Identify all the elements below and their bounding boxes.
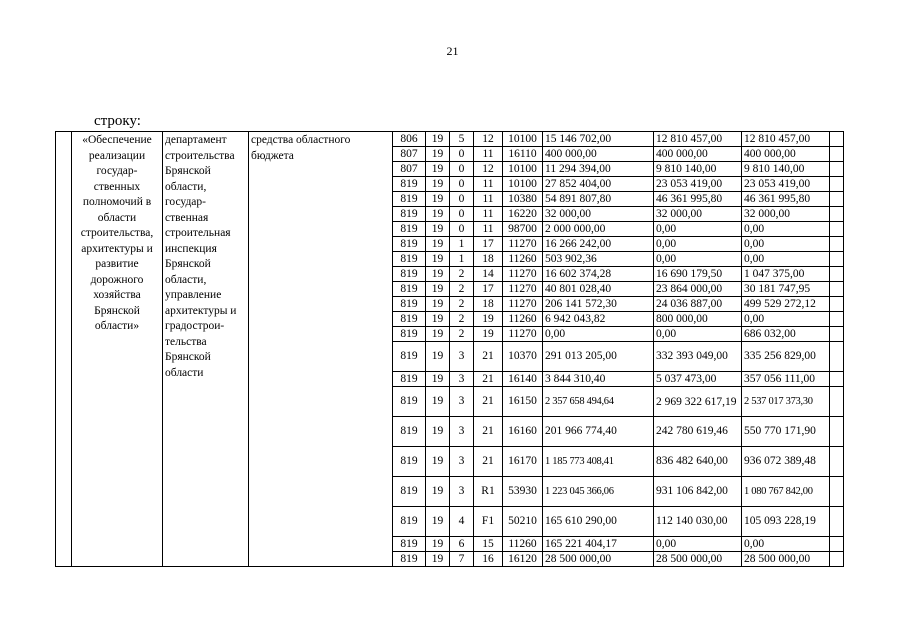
amount-cell: 2 000 000,00	[543, 222, 654, 237]
amount-cell: 291 013 205,00	[543, 342, 654, 372]
blank-cell	[830, 417, 844, 447]
amount-cell: 0,00	[654, 252, 742, 267]
amount-cell: 11 294 394,00	[543, 162, 654, 177]
amount-cell: 54 891 807,80	[543, 192, 654, 207]
amount-cell: 800 000,00	[654, 312, 742, 327]
code-cell: 53930	[503, 477, 543, 507]
blank-cell	[830, 387, 844, 417]
code-cell: 819	[393, 177, 426, 192]
blank-cell	[830, 342, 844, 372]
code-cell: 1	[450, 252, 474, 267]
blank-cell	[830, 207, 844, 222]
amount-cell: 9 810 140,00	[742, 162, 830, 177]
amount-cell: 1 223 045 366,06	[543, 477, 654, 507]
code-cell: 2	[450, 282, 474, 297]
code-cell: 5	[450, 132, 474, 147]
code-cell: 21	[474, 447, 503, 477]
code-cell: 12	[474, 162, 503, 177]
code-cell: 16220	[503, 207, 543, 222]
amount-cell: 2 537 017 373,30	[742, 387, 830, 417]
amount-cell: 46 361 995,80	[654, 192, 742, 207]
code-cell: 16110	[503, 147, 543, 162]
amount-cell: 2 357 658 494,64	[543, 387, 654, 417]
code-cell: 15	[474, 537, 503, 552]
code-cell: 19	[426, 387, 450, 417]
amount-cell: 0,00	[742, 237, 830, 252]
code-cell: 16140	[503, 372, 543, 387]
amount-cell: 24 036 887,00	[654, 297, 742, 312]
code-cell: 19	[426, 207, 450, 222]
blank-cell	[830, 177, 844, 192]
page-number: 21	[446, 44, 459, 58]
amount-cell: 0,00	[654, 327, 742, 342]
code-cell: 98700	[503, 222, 543, 237]
amount-cell: 9 810 140,00	[654, 162, 742, 177]
amount-cell: 32 000,00	[742, 207, 830, 222]
code-cell: 819	[393, 237, 426, 252]
code-cell: 16170	[503, 447, 543, 477]
executor-cell: департамент строительства Брянской области, государ-ственная строительная инспекция Брянской области, управление архитектуры и градострои-тельства Брянской области	[163, 132, 249, 567]
amount-cell: 332 393 049,00	[654, 342, 742, 372]
amount-cell: 503 902,36	[543, 252, 654, 267]
code-cell: 19	[426, 297, 450, 312]
amount-cell: 1 185 773 408,41	[543, 447, 654, 477]
amount-cell: 0,00	[543, 327, 654, 342]
amount-cell: 28 500 000,00	[742, 552, 830, 567]
blank-cell	[830, 297, 844, 312]
table-body	[56, 132, 844, 567]
amount-cell: 931 106 842,00	[654, 477, 742, 507]
amount-cell: 23 053 419,00	[654, 177, 742, 192]
amount-cell: 0,00	[654, 237, 742, 252]
code-cell: 18	[474, 297, 503, 312]
code-cell: 21	[474, 342, 503, 372]
amount-cell: 28 500 000,00	[654, 552, 742, 567]
code-cell: 17	[474, 237, 503, 252]
code-cell: 19	[426, 312, 450, 327]
amount-cell: 201 966 774,40	[543, 417, 654, 447]
code-cell: 0	[450, 162, 474, 177]
code-cell: 11270	[503, 282, 543, 297]
code-cell: R1	[474, 477, 503, 507]
code-cell: 19	[426, 417, 450, 447]
amount-cell: 3 844 310,40	[543, 372, 654, 387]
amount-cell: 12 810 457,00	[742, 132, 830, 147]
amount-cell: 836 482 640,00	[654, 447, 742, 477]
amount-cell: 0,00	[742, 312, 830, 327]
code-cell: 806	[393, 132, 426, 147]
code-cell: 819	[393, 222, 426, 237]
amount-cell: 16 690 179,50	[654, 267, 742, 282]
code-cell: 11	[474, 192, 503, 207]
amount-cell: 165 221 404,17	[543, 537, 654, 552]
blank-cell	[830, 237, 844, 252]
amount-cell: 686 032,00	[742, 327, 830, 342]
code-cell: 19	[426, 267, 450, 282]
code-cell: 6	[450, 537, 474, 552]
program-name-cell: «Обеспечение реализации государ-ственных полномочий в области строительства, архитектуры и развитие дорожного хозяйства Брянской области»	[72, 132, 163, 567]
code-cell: 0	[450, 147, 474, 162]
amount-cell: 32 000,00	[543, 207, 654, 222]
code-cell: 19	[426, 132, 450, 147]
code-cell: 10100	[503, 177, 543, 192]
code-cell: 19	[426, 507, 450, 537]
code-cell: 11270	[503, 267, 543, 282]
amount-cell: 112 140 030,00	[654, 507, 742, 537]
code-cell: 819	[393, 447, 426, 477]
amount-cell: 400 000,00	[654, 147, 742, 162]
code-cell: 19	[426, 162, 450, 177]
code-cell: 3	[450, 387, 474, 417]
amount-cell: 30 181 747,95	[742, 282, 830, 297]
amount-cell: 23 053 419,00	[742, 177, 830, 192]
code-cell: F1	[474, 507, 503, 537]
code-cell: 819	[393, 552, 426, 567]
amount-cell: 16 266 242,00	[543, 237, 654, 252]
code-cell: 19	[474, 312, 503, 327]
blank-cell	[830, 222, 844, 237]
table-row	[56, 132, 844, 147]
code-cell: 19	[426, 192, 450, 207]
code-cell: 0	[450, 207, 474, 222]
blank-cell	[830, 447, 844, 477]
code-cell: 7	[450, 552, 474, 567]
amount-cell: 936 072 389,48	[742, 447, 830, 477]
code-cell: 0	[450, 222, 474, 237]
amount-cell: 23 864 000,00	[654, 282, 742, 297]
amount-cell: 206 141 572,30	[543, 297, 654, 312]
code-cell: 19	[426, 252, 450, 267]
code-cell: 3	[450, 477, 474, 507]
code-cell: 3	[450, 417, 474, 447]
blank-cell	[830, 282, 844, 297]
intro-text: строку:	[94, 113, 141, 129]
amount-cell: 0,00	[654, 222, 742, 237]
code-cell: 11	[474, 177, 503, 192]
code-cell: 0	[450, 192, 474, 207]
code-cell: 17	[474, 282, 503, 297]
amount-cell: 16 602 374,28	[543, 267, 654, 282]
code-cell: 10100	[503, 162, 543, 177]
blank-cell	[830, 537, 844, 552]
code-cell: 16150	[503, 387, 543, 417]
code-cell: 11270	[503, 237, 543, 252]
code-cell: 21	[474, 372, 503, 387]
code-cell: 19	[426, 222, 450, 237]
code-cell: 19	[474, 327, 503, 342]
code-cell: 11260	[503, 537, 543, 552]
code-cell: 819	[393, 477, 426, 507]
code-cell: 819	[393, 192, 426, 207]
amount-cell: 0,00	[654, 537, 742, 552]
amount-cell: 105 093 228,19	[742, 507, 830, 537]
amount-cell: 400 000,00	[742, 147, 830, 162]
amount-cell: 32 000,00	[654, 207, 742, 222]
code-cell: 819	[393, 267, 426, 282]
code-cell: 11270	[503, 297, 543, 312]
budget-table	[55, 131, 844, 567]
code-cell: 11	[474, 222, 503, 237]
code-cell: 19	[426, 537, 450, 552]
code-cell: 11	[474, 147, 503, 162]
code-cell: 2	[450, 297, 474, 312]
amount-cell: 6 942 043,82	[543, 312, 654, 327]
code-cell: 19	[426, 282, 450, 297]
amount-cell: 242 780 619,46	[654, 417, 742, 447]
blank-cell	[56, 132, 72, 567]
code-cell: 3	[450, 447, 474, 477]
code-cell: 2	[450, 312, 474, 327]
code-cell: 0	[450, 177, 474, 192]
amount-cell: 40 801 028,40	[543, 282, 654, 297]
code-cell: 19	[426, 447, 450, 477]
code-cell: 19	[426, 327, 450, 342]
blank-cell	[830, 327, 844, 342]
amount-cell: 400 000,00	[543, 147, 654, 162]
amount-cell: 5 037 473,00	[654, 372, 742, 387]
amount-cell: 12 810 457,00	[654, 132, 742, 147]
amount-cell: 335 256 829,00	[742, 342, 830, 372]
code-cell: 819	[393, 372, 426, 387]
code-cell: 819	[393, 507, 426, 537]
code-cell: 19	[426, 147, 450, 162]
code-cell: 19	[426, 477, 450, 507]
amount-cell: 357 056 111,00	[742, 372, 830, 387]
code-cell: 819	[393, 312, 426, 327]
code-cell: 807	[393, 147, 426, 162]
code-cell: 10380	[503, 192, 543, 207]
code-cell: 14	[474, 267, 503, 282]
code-cell: 2	[450, 267, 474, 282]
code-cell: 19	[426, 177, 450, 192]
code-cell: 819	[393, 327, 426, 342]
code-cell: 819	[393, 282, 426, 297]
code-cell: 50210	[503, 507, 543, 537]
blank-cell	[830, 252, 844, 267]
amount-cell: 165 610 290,00	[543, 507, 654, 537]
code-cell: 19	[426, 342, 450, 372]
code-cell: 10100	[503, 132, 543, 147]
code-cell: 16120	[503, 552, 543, 567]
blank-cell	[830, 477, 844, 507]
code-cell: 819	[393, 417, 426, 447]
amount-cell: 1 080 767 842,00	[742, 477, 830, 507]
amount-cell: 15 146 702,00	[543, 132, 654, 147]
code-cell: 3	[450, 372, 474, 387]
source-cell: средства областного бюджета	[249, 132, 393, 567]
code-cell: 819	[393, 297, 426, 312]
amount-cell: 0,00	[742, 252, 830, 267]
blank-cell	[830, 552, 844, 567]
blank-cell	[830, 507, 844, 537]
amount-cell: 46 361 995,80	[742, 192, 830, 207]
code-cell: 819	[393, 537, 426, 552]
code-cell: 819	[393, 387, 426, 417]
amount-cell: 0,00	[742, 537, 830, 552]
code-cell: 11	[474, 207, 503, 222]
code-cell: 21	[474, 417, 503, 447]
blank-cell	[830, 267, 844, 282]
code-cell: 16	[474, 552, 503, 567]
blank-cell	[830, 192, 844, 207]
amount-cell: 0,00	[742, 222, 830, 237]
code-cell: 21	[474, 387, 503, 417]
code-cell: 11260	[503, 312, 543, 327]
code-cell: 4	[450, 507, 474, 537]
blank-cell	[830, 312, 844, 327]
blank-cell	[830, 162, 844, 177]
code-cell: 19	[426, 372, 450, 387]
amount-cell: 2 969 322 617,19	[654, 387, 742, 417]
code-cell: 10370	[503, 342, 543, 372]
code-cell: 2	[450, 327, 474, 342]
code-cell: 819	[393, 252, 426, 267]
code-cell: 1	[450, 237, 474, 252]
code-cell: 819	[393, 207, 426, 222]
blank-cell	[830, 132, 844, 147]
code-cell: 19	[426, 552, 450, 567]
amount-cell: 28 500 000,00	[543, 552, 654, 567]
blank-cell	[830, 147, 844, 162]
code-cell: 11270	[503, 327, 543, 342]
code-cell: 819	[393, 342, 426, 372]
amount-cell: 499 529 272,12	[742, 297, 830, 312]
code-cell: 19	[426, 237, 450, 252]
blank-cell	[830, 372, 844, 387]
code-cell: 3	[450, 342, 474, 372]
amount-cell: 1 047 375,00	[742, 267, 830, 282]
amount-cell: 550 770 171,90	[742, 417, 830, 447]
code-cell: 16160	[503, 417, 543, 447]
code-cell: 12	[474, 132, 503, 147]
code-cell: 18	[474, 252, 503, 267]
amount-cell: 27 852 404,00	[543, 177, 654, 192]
code-cell: 11260	[503, 252, 543, 267]
code-cell: 807	[393, 162, 426, 177]
